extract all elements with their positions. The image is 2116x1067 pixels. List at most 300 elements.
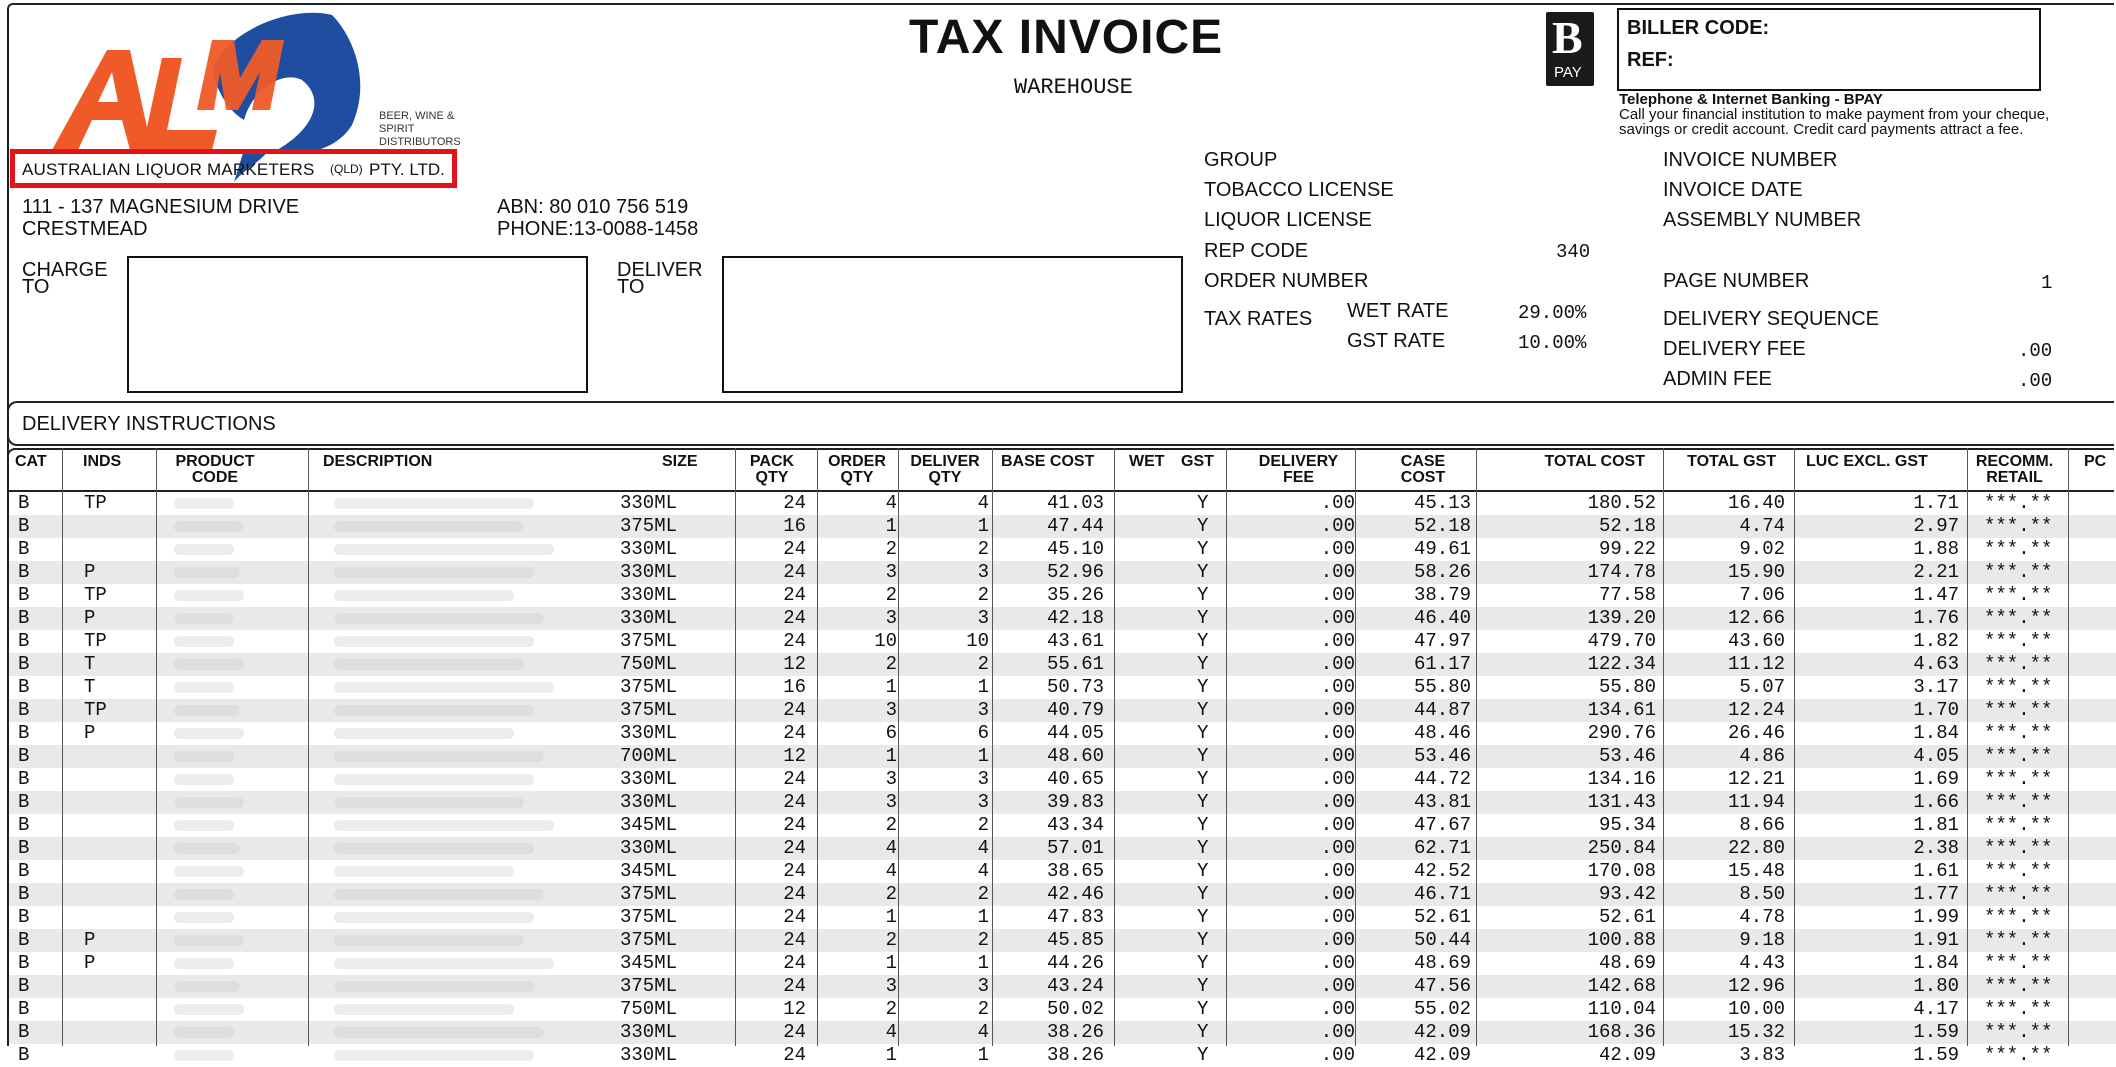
group-label: GROUP (1204, 149, 1278, 171)
cell-retail: ***.** (1984, 492, 2053, 514)
cell-cat: B (18, 653, 30, 675)
cell-case: 47.56 (1413, 975, 1471, 997)
cell-pack: 16 (783, 515, 806, 537)
cell-luc: 1.66 (1913, 791, 1959, 813)
cell-luc: 1.80 (1913, 975, 1959, 997)
grid-line (992, 448, 993, 1046)
cell-base: 43.61 (1046, 630, 1104, 652)
redacted-text (174, 613, 234, 624)
grid-line (2068, 448, 2069, 1046)
redacted-text (174, 521, 244, 532)
grid-line (1794, 448, 1795, 1046)
cell-tgst: 5.07 (1739, 676, 1785, 698)
cell-fee: .00 (1320, 561, 1355, 583)
col-size: SIZE (662, 453, 698, 470)
cell-luc: 1.84 (1913, 952, 1959, 974)
cell-total: 250.84 (1587, 837, 1656, 859)
cell-size: 375ML (619, 699, 677, 721)
cell-gst: Y (1197, 745, 1209, 767)
cell-pack: 24 (783, 1021, 806, 1043)
cell-luc: 1.61 (1913, 860, 1959, 882)
cell-pack: 24 (783, 492, 806, 514)
cell-pack: 24 (783, 952, 806, 974)
cell-total: 479.70 (1587, 630, 1656, 652)
liquor-license-label: LIQUOR LICENSE (1204, 209, 1372, 231)
cell-total: 134.61 (1587, 699, 1656, 721)
table-row (9, 584, 2116, 607)
cell-size: 700ML (619, 745, 677, 767)
redacted-text (334, 636, 534, 647)
cell-gst: Y (1197, 699, 1209, 721)
cell-luc: 1.88 (1913, 538, 1959, 560)
table-row (9, 676, 2116, 699)
cell-tgst: 12.66 (1727, 607, 1785, 629)
cell-pack: 24 (783, 814, 806, 836)
cell-gst: Y (1197, 1021, 1209, 1043)
table-row (9, 883, 2116, 906)
redacted-text (174, 728, 244, 739)
cell-retail: ***.** (1984, 814, 2053, 836)
cell-total: 42.09 (1598, 1044, 1656, 1066)
redacted-text (174, 820, 234, 831)
col-product-code: PRODUCT CODE (175, 453, 255, 486)
cell-case: 47.67 (1413, 814, 1471, 836)
cell-inds (84, 906, 144, 929)
table-row (9, 515, 2116, 538)
cell-cat: B (18, 745, 30, 767)
cell-order: 3 (885, 607, 897, 629)
redacted-text (334, 774, 534, 785)
redacted-text (334, 889, 544, 900)
cell-deliver: 6 (977, 722, 989, 744)
cell-luc: 3.17 (1913, 676, 1959, 698)
redacted-text (174, 751, 234, 762)
cell-base: 43.34 (1046, 814, 1104, 836)
bpay-logo-b: B (1552, 12, 1583, 63)
grid-line (1476, 448, 1477, 1046)
cell-fee: .00 (1320, 1044, 1355, 1066)
cell-total: 52.18 (1598, 515, 1656, 537)
cell-fee: .00 (1320, 768, 1355, 790)
cell-tgst: 15.32 (1727, 1021, 1785, 1043)
redacted-text (174, 590, 244, 601)
cell-pack: 24 (783, 699, 806, 721)
cell-tgst: 4.78 (1739, 906, 1785, 928)
cell-total: 53.46 (1598, 745, 1656, 767)
cell-base: 47.44 (1046, 515, 1104, 537)
cell-order: 4 (885, 492, 897, 514)
cell-cat: B (18, 607, 30, 629)
cell-gst: Y (1197, 653, 1209, 675)
address-line-1: 111 - 137 MAGNESIUM DRIVE (22, 196, 300, 218)
col-luc-excl-gst: LUC EXCL. GST (1806, 453, 1928, 470)
cell-total: 55.80 (1598, 676, 1656, 698)
redacted-text (334, 981, 534, 992)
cell-cat: B (18, 561, 30, 583)
cell-deliver: 1 (977, 745, 989, 767)
delivery-instructions-box (7, 401, 2114, 446)
cell-pack: 24 (783, 837, 806, 859)
cell-case: 42.09 (1413, 1021, 1471, 1043)
cell-luc: 2.97 (1913, 515, 1959, 537)
redacted-text (174, 1050, 234, 1061)
redacted-text (334, 958, 554, 969)
table-row (9, 906, 2116, 929)
page-number-label: PAGE NUMBER (1663, 270, 1810, 292)
redacted-text (174, 636, 234, 647)
invoice-date-label: INVOICE DATE (1663, 179, 1803, 201)
col-total-cost: TOTAL COST (1544, 453, 1645, 470)
cell-fee: .00 (1320, 860, 1355, 882)
cell-tgst: 43.60 (1727, 630, 1785, 652)
cell-luc: 1.76 (1913, 607, 1959, 629)
redacted-text (174, 958, 234, 969)
cell-gst: Y (1197, 768, 1209, 790)
cell-retail: ***.** (1984, 952, 2053, 974)
cell-inds (84, 975, 144, 998)
cell-total: 93.42 (1598, 883, 1656, 905)
page-subtitle: WAREHOUSE (1014, 75, 1133, 100)
cell-cat: B (18, 883, 30, 905)
cell-fee: .00 (1320, 814, 1355, 836)
cell-fee: .00 (1320, 745, 1355, 767)
rep-code-value: 340 (1556, 241, 1591, 263)
delivery-fee-value: .00 (2018, 340, 2053, 362)
cell-pack: 16 (783, 676, 806, 698)
col-deliver-qty: DELIVER QTY (910, 453, 980, 486)
cell-deliver: 3 (977, 607, 989, 629)
cell-base: 44.26 (1046, 952, 1104, 974)
cell-luc: 1.71 (1913, 492, 1959, 514)
cell-size: 330ML (619, 1044, 677, 1066)
redacted-text (174, 705, 240, 716)
col-recomm-retail: RECOMM. RETAIL (1975, 453, 2054, 486)
cell-order: 3 (885, 975, 897, 997)
cell-case: 47.97 (1413, 630, 1471, 652)
charge-to-box (127, 256, 588, 393)
cell-retail: ***.** (1984, 561, 2053, 583)
cell-size: 750ML (619, 998, 677, 1020)
cell-deliver: 3 (977, 975, 989, 997)
cell-deliver: 3 (977, 699, 989, 721)
cell-case: 44.87 (1413, 699, 1471, 721)
cell-size: 375ML (619, 929, 677, 951)
cell-retail: ***.** (1984, 607, 2053, 629)
cell-order: 4 (885, 837, 897, 859)
grid-line (156, 448, 157, 1046)
cell-size: 330ML (619, 791, 677, 813)
cell-tgst: 16.40 (1727, 492, 1785, 514)
col-wet: WET (1129, 453, 1165, 470)
grid-line (735, 448, 736, 1046)
gst-rate-value: 10.00% (1518, 332, 1587, 354)
cell-fee: .00 (1320, 952, 1355, 974)
cell-luc: 1.82 (1913, 630, 1959, 652)
cell-retail: ***.** (1984, 538, 2053, 560)
table-row (9, 607, 2116, 630)
table-row (9, 1044, 2116, 1067)
cell-deliver: 4 (977, 860, 989, 882)
cell-total: 134.16 (1587, 768, 1656, 790)
table-row (9, 791, 2116, 814)
grid-line (1226, 448, 1227, 1046)
admin-fee-label: ADMIN FEE (1663, 368, 1772, 390)
redacted-text (334, 912, 534, 923)
grid-line (308, 448, 309, 1046)
cell-inds: P (84, 561, 96, 583)
cell-deliver: 1 (977, 906, 989, 928)
ref-label: REF: (1627, 49, 1674, 71)
cell-cat: B (18, 768, 30, 790)
col-pc: PC (2084, 453, 2107, 470)
cell-order: 1 (885, 952, 897, 974)
cell-pack: 12 (783, 745, 806, 767)
table-row (9, 860, 2116, 883)
cell-total: 52.61 (1598, 906, 1656, 928)
cell-fee: .00 (1320, 653, 1355, 675)
table-row (9, 929, 2116, 952)
cell-inds (84, 998, 144, 1021)
cell-deliver: 2 (977, 653, 989, 675)
cell-order: 4 (885, 860, 897, 882)
cell-size: 330ML (619, 492, 677, 514)
cell-fee: .00 (1320, 906, 1355, 928)
cell-pack: 24 (783, 607, 806, 629)
table-row (9, 814, 2116, 837)
cell-pack: 24 (783, 975, 806, 997)
cell-deliver: 1 (977, 952, 989, 974)
cell-inds: TP (84, 699, 107, 721)
cell-size: 345ML (619, 860, 677, 882)
cell-cat: B (18, 1044, 30, 1066)
gst-rate-label: GST RATE (1347, 330, 1446, 352)
cell-deliver: 2 (977, 883, 989, 905)
cell-order: 2 (885, 653, 897, 675)
cell-order: 2 (885, 584, 897, 606)
cell-retail: ***.** (1984, 745, 2053, 767)
cell-tgst: 12.21 (1727, 768, 1785, 790)
cell-order: 10 (874, 630, 897, 652)
page-number-value: 1 (2041, 272, 2053, 294)
bpay-description: Call your financial institution to make payment from your cheque, savings or credit account. Credit card payments attract a fee. (1619, 106, 2050, 138)
cell-size: 345ML (619, 814, 677, 836)
cell-inds: T (84, 676, 96, 698)
col-order-qty: ORDER QTY (828, 453, 886, 486)
cell-tgst: 26.46 (1727, 722, 1785, 744)
grid-line (1967, 448, 1968, 1046)
cell-luc: 1.59 (1913, 1021, 1959, 1043)
cell-inds (84, 883, 144, 906)
cell-luc: 1.69 (1913, 768, 1959, 790)
cell-cat: B (18, 952, 30, 974)
cell-inds (84, 1044, 144, 1067)
cell-cat: B (18, 814, 30, 836)
grid-line (1355, 448, 1356, 1046)
cell-order: 2 (885, 883, 897, 905)
table-row (9, 837, 2116, 860)
page-title: TAX INVOICE (909, 11, 1224, 64)
cell-retail: ***.** (1984, 768, 2053, 790)
cell-luc: 1.77 (1913, 883, 1959, 905)
cell-order: 1 (885, 1044, 897, 1066)
cell-retail: ***.** (1984, 791, 2053, 813)
cell-total: 142.68 (1587, 975, 1656, 997)
cell-deliver: 4 (977, 837, 989, 859)
cell-fee: .00 (1320, 975, 1355, 997)
table-row (9, 975, 2116, 998)
redacted-text (174, 774, 234, 785)
cell-pack: 24 (783, 768, 806, 790)
cell-case: 53.46 (1413, 745, 1471, 767)
cell-case: 52.61 (1413, 906, 1471, 928)
cell-deliver: 2 (977, 998, 989, 1020)
cell-cat: B (18, 929, 30, 951)
cell-pack: 24 (783, 883, 806, 905)
cell-inds: T (84, 653, 96, 675)
cell-total: 290.76 (1587, 722, 1656, 744)
cell-luc: 2.38 (1913, 837, 1959, 859)
redacted-text (174, 498, 234, 509)
cell-base: 38.26 (1046, 1044, 1104, 1066)
cell-inds: P (84, 607, 96, 629)
cell-order: 1 (885, 906, 897, 928)
cell-size: 750ML (619, 653, 677, 675)
table-row (9, 653, 2116, 676)
cell-case: 38.79 (1413, 584, 1471, 606)
redacted-text (174, 797, 244, 808)
cell-tgst: 22.80 (1727, 837, 1785, 859)
cell-cat: B (18, 1021, 30, 1043)
redacted-text (334, 935, 524, 946)
assembly-number-label: ASSEMBLY NUMBER (1663, 209, 1862, 231)
table-row (9, 492, 2116, 515)
tobacco-license-label: TOBACCO LICENSE (1204, 179, 1394, 201)
cell-luc: 4.17 (1913, 998, 1959, 1020)
delivery-instructions-label: DELIVERY INSTRUCTIONS (22, 413, 276, 435)
col-total-gst: TOTAL GST (1687, 453, 1776, 470)
grid-line (817, 448, 818, 1046)
cell-inds (84, 538, 144, 561)
cell-case: 52.18 (1413, 515, 1471, 537)
cell-size: 330ML (619, 1021, 677, 1043)
cell-total: 48.69 (1598, 952, 1656, 974)
cell-gst: Y (1197, 883, 1209, 905)
cell-order: 2 (885, 538, 897, 560)
cell-total: 170.08 (1587, 860, 1656, 882)
cell-pack: 24 (783, 1044, 806, 1066)
cell-order: 3 (885, 791, 897, 813)
cell-cat: B (18, 975, 30, 997)
redacted-text (334, 728, 514, 739)
cell-tgst: 4.43 (1739, 952, 1785, 974)
cell-pack: 12 (783, 653, 806, 675)
redacted-text (334, 1004, 514, 1015)
cell-tgst: 15.48 (1727, 860, 1785, 882)
cell-gst: Y (1197, 860, 1209, 882)
cell-fee: .00 (1320, 515, 1355, 537)
cell-inds (84, 837, 144, 860)
col-delivery-fee: DELIVERY FEE (1258, 453, 1339, 486)
cell-pack: 24 (783, 630, 806, 652)
invoice-number-label: INVOICE NUMBER (1663, 149, 1838, 171)
bpay-title: Telephone & Internet Banking - BPAY (1619, 91, 1883, 108)
invoice-lines (7, 492, 2114, 1066)
cell-luc: 1.59 (1913, 1044, 1959, 1066)
cell-case: 42.09 (1413, 1044, 1471, 1066)
redacted-text (334, 682, 554, 693)
cell-cat: B (18, 630, 30, 652)
cell-size: 375ML (619, 515, 677, 537)
table-row (9, 630, 2116, 653)
cell-inds: TP (84, 584, 107, 606)
cell-retail: ***.** (1984, 998, 2053, 1020)
cell-cat: B (18, 837, 30, 859)
redacted-text (334, 613, 544, 624)
deliver-to-label: DELIVER TO (617, 259, 703, 298)
cell-base: 35.26 (1046, 584, 1104, 606)
cell-order: 3 (885, 561, 897, 583)
cell-tgst: 3.83 (1739, 1044, 1785, 1066)
cell-base: 45.10 (1046, 538, 1104, 560)
cell-retail: ***.** (1984, 975, 2053, 997)
redacted-text (174, 659, 244, 670)
cell-order: 2 (885, 814, 897, 836)
cell-luc: 1.84 (1913, 722, 1959, 744)
cell-gst: Y (1197, 791, 1209, 813)
cell-size: 375ML (619, 975, 677, 997)
cell-deliver: 1 (977, 515, 989, 537)
cell-tgst: 12.96 (1727, 975, 1785, 997)
cell-luc: 1.70 (1913, 699, 1959, 721)
cell-gst: Y (1197, 906, 1209, 928)
redacted-text (334, 544, 554, 555)
cell-fee: .00 (1320, 1021, 1355, 1043)
cell-gst: Y (1197, 561, 1209, 583)
cell-fee: .00 (1320, 699, 1355, 721)
cell-tgst: 4.74 (1739, 515, 1785, 537)
cell-base: 52.96 (1046, 561, 1104, 583)
cell-tgst: 9.02 (1739, 538, 1785, 560)
cell-total: 95.34 (1598, 814, 1656, 836)
cell-pack: 24 (783, 791, 806, 813)
cell-cat: B (18, 998, 30, 1020)
cell-retail: ***.** (1984, 837, 2053, 859)
cell-pack: 24 (783, 561, 806, 583)
cell-tgst: 7.06 (1739, 584, 1785, 606)
abn: ABN: 80 010 756 519 (497, 196, 689, 218)
redacted-text (334, 590, 514, 601)
redacted-text (174, 866, 244, 877)
cell-total: 100.88 (1587, 929, 1656, 951)
cell-fee: .00 (1320, 584, 1355, 606)
cell-gst: Y (1197, 929, 1209, 951)
cell-deliver: 4 (977, 492, 989, 514)
cell-deliver: 3 (977, 768, 989, 790)
cell-inds (84, 860, 144, 883)
cell-base: 44.05 (1046, 722, 1104, 744)
cell-fee: .00 (1320, 998, 1355, 1020)
cell-total: 110.04 (1587, 998, 1656, 1020)
tax-rates-label: TAX RATES (1204, 308, 1313, 330)
cell-cat: B (18, 791, 30, 813)
cell-tgst: 11.12 (1727, 653, 1785, 675)
cell-case: 46.40 (1413, 607, 1471, 629)
cell-gst: Y (1197, 584, 1209, 606)
cell-pack: 24 (783, 860, 806, 882)
cell-retail: ***.** (1984, 1044, 2053, 1066)
cell-gst: Y (1197, 538, 1209, 560)
redacted-text (174, 544, 234, 555)
